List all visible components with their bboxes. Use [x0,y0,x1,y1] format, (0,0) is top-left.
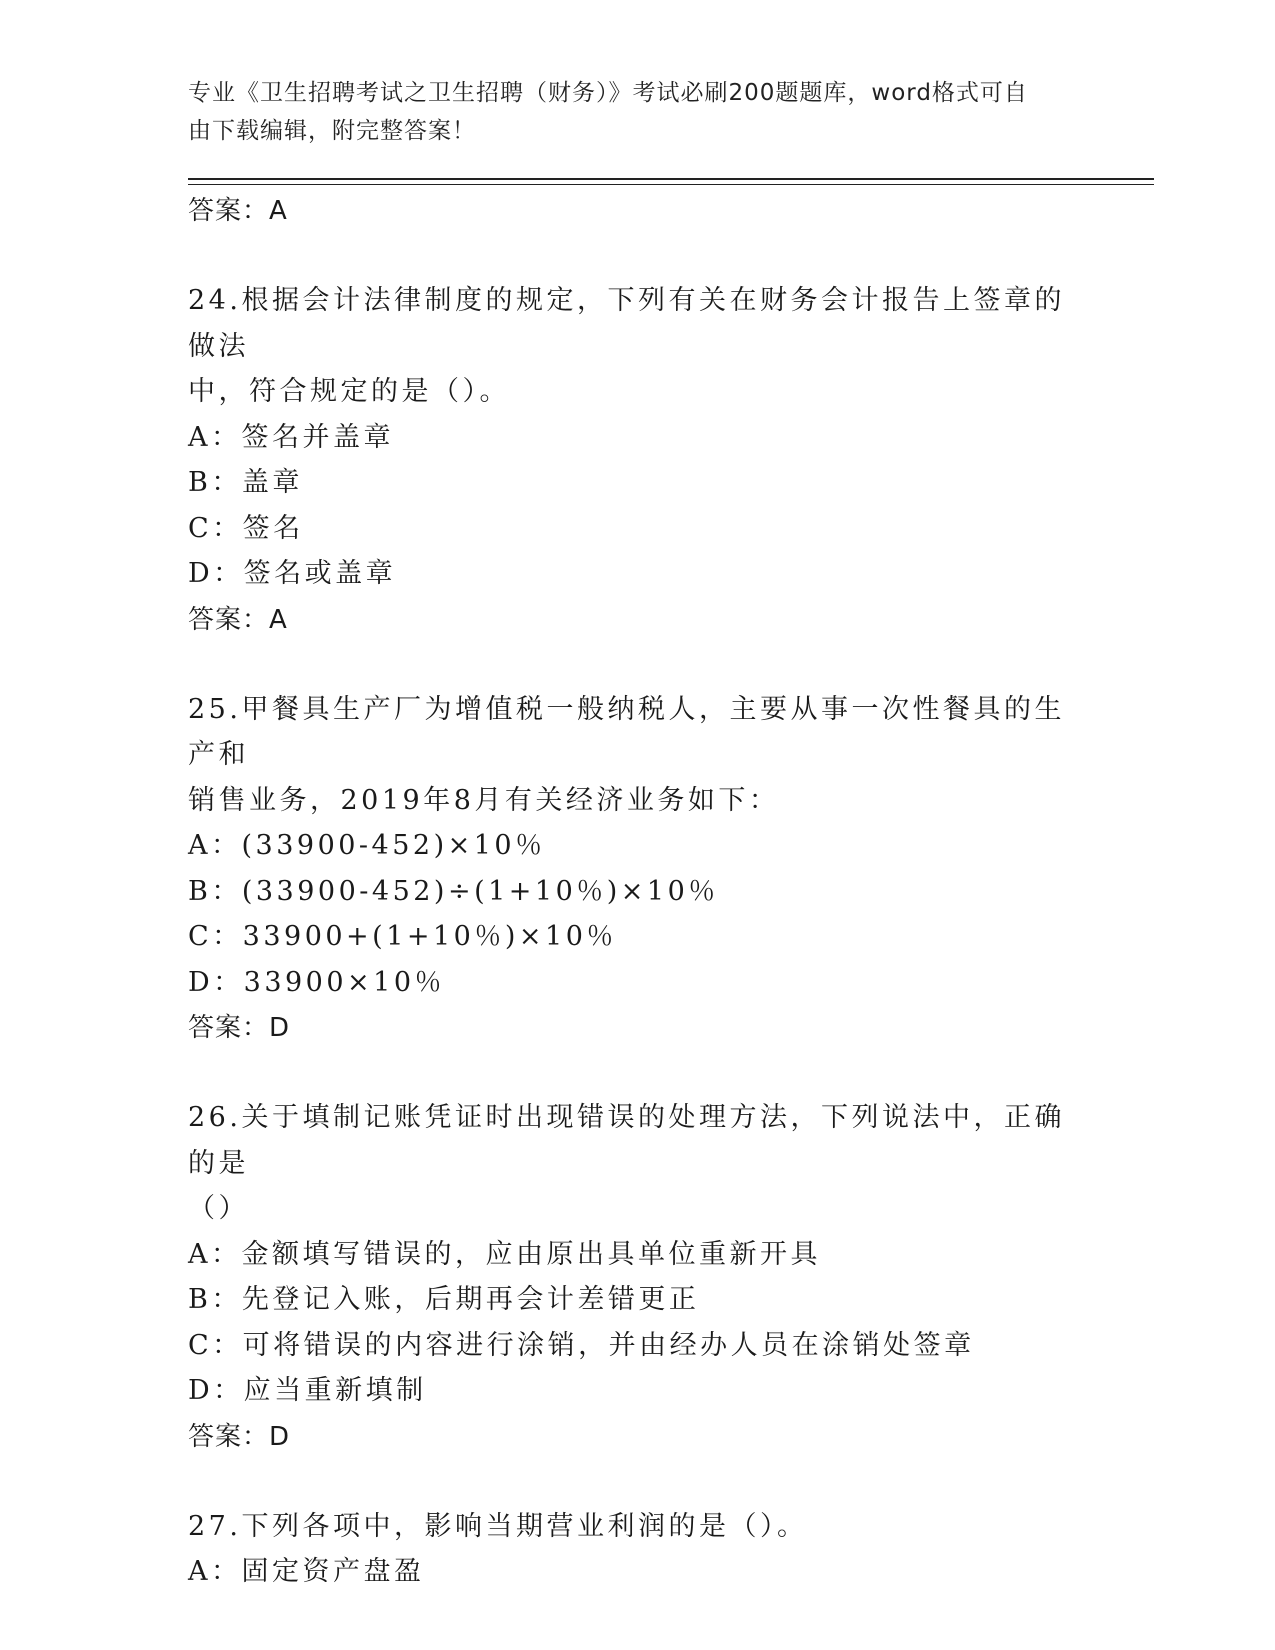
option-b: B：先登记入账，后期再会计差错更正 [188,1284,700,1315]
answer-line: 答案：D [188,1421,291,1452]
question-line: 25.甲餐具生产厂为增值税一般纳税人，主要从事一次性餐具的生产和 [188,693,1065,770]
question-text [188,687,1088,824]
option-a: A：金额填写错误的，应由原出具单位重新开具 [188,1238,821,1270]
question-block [188,687,1088,1052]
header-line-1: 专业《卫生招聘考试之卫生招聘（财务）》考试必刷200题题库，word格式可自 [188,80,1028,106]
question-list [188,188,1088,1595]
question-text [188,278,1088,415]
question-line: 27.下列各项中，影响当期营业利润的是（）。 [188,1510,808,1542]
document-header [188,74,1088,150]
spacer [188,1460,1088,1504]
spacer [188,234,1088,278]
option-d: D：33900×10％ [188,966,446,998]
question-block [188,1504,1088,1595]
question-line: 24.根据会计法律制度的规定，下列有关在财务会计报告上签章的做法 [188,285,1065,362]
option-c: C：33900+(1+10％)×10％ [188,921,617,952]
option-d: D：应当重新填制 [188,1375,427,1406]
question-text [188,1095,1088,1232]
option-d: D：签名或盖章 [188,558,397,589]
option-a: A：(33900-452)×10％ [188,830,546,861]
header-line-2: 由下载编辑，附完整答案！ [188,118,476,144]
option-c: C：签名 [188,512,304,544]
option-a: A：签名并盖章 [188,421,394,453]
option-c: C：可将错误的内容进行涂销，并由经办人员在涂销处签章 [188,1329,975,1361]
question-block [188,278,1088,643]
question-line: （） [188,1193,249,1224]
option-a: A：固定资产盘盈 [188,1556,425,1587]
question-text [188,1504,1088,1550]
question-line: 26.关于填制记账凭证时出现错误的处理方法，下列说法中，正确的是 [188,1102,1065,1179]
question-line: 销售业务，2019年8月有关经济业务如下： [188,784,780,816]
spacer [188,1051,1088,1095]
answer-line: 答案：A [188,604,288,635]
option-b: B：盖章 [188,467,303,498]
spacer [188,643,1088,687]
option-b: B：(33900-452)÷(1+10％)×10％ [188,875,719,907]
answer-line: 答案：A [188,196,288,226]
question-line: 中，符合规定的是（）。 [188,376,510,407]
answer-line: 答案：D [188,1013,291,1043]
header-divider-thick [188,178,1154,180]
question-block [188,1095,1088,1460]
header-divider-thin [188,184,1154,185]
